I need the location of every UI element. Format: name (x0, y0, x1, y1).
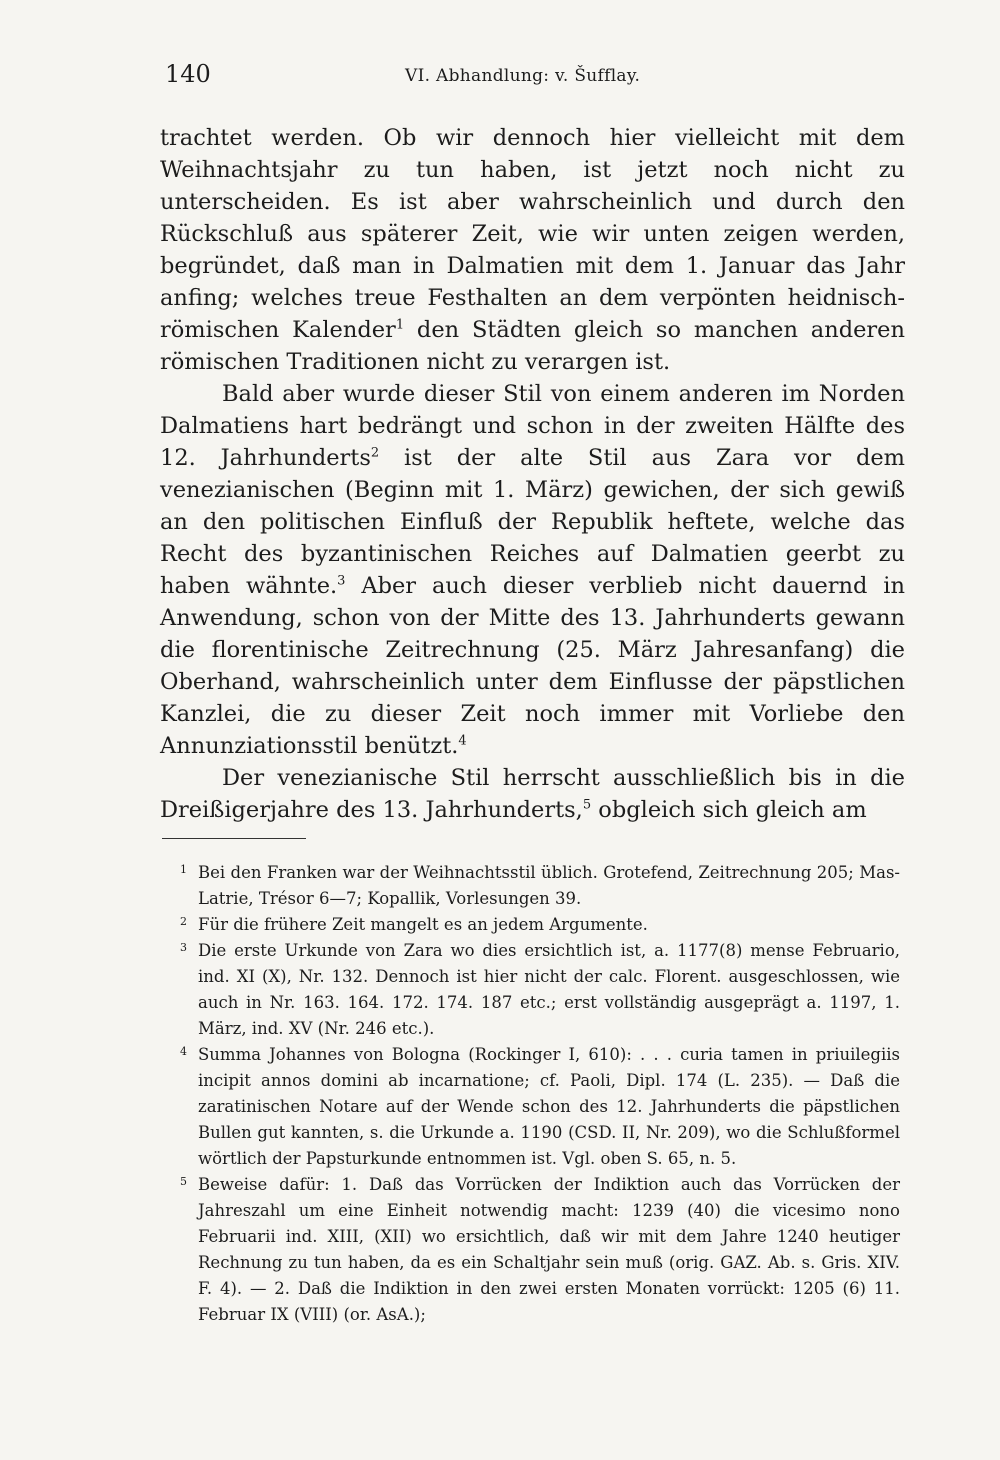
footnote-text: Summa Johannes von Bologna (Rockinger I, 610): . . . curia tamen in priuilegiis incipit annos domini ab incarnatione; cf. Paoli, Dipl. 174 (L. 235). — Daß die zaratinischen Notare auf der Wende schon des 12. Jahrhunderts die päpstlichen Bullen gut kannten, s. die Urkunde a. 1190 (CSD. II, Nr. 209), wo die Schlußformel wörtlich der Papsturkunde entnommen ist. Vgl. oben S. 65, n. 5. (198, 1045, 900, 1168)
footnote-mark: 4 (180, 1045, 187, 1058)
footnote-ref-5: 5 (582, 797, 592, 813)
paragraph-1 (160, 122, 905, 378)
footnote-text: Die erste Urkunde von Zara wo dies ersichtlich ist, a. 1177(8) mense Februario, ind. XI (X), Nr. 132. Dennoch ist hier nicht der calc. Florent. ausgeschlossen, wie auch in Nr. 163. 164. 172. 174. 187 etc.; erst vollständig ausgeprägt a. 1197, 1. März, ind. XV (Nr. 246 etc.). (198, 941, 900, 1038)
footnote-mark: 3 (180, 941, 187, 954)
running-title: VI. Abhandlung: v. Šufflay. (405, 66, 641, 86)
paragraph-2 (160, 378, 905, 762)
main-text (160, 122, 905, 826)
paragraph-3 (160, 762, 905, 826)
footnote (170, 912, 900, 938)
paragraph-3-text-a: Der venezianische Stil herrscht ausschließlich bis in die Dreißigerjahre des 13. Jahrhunderts, (160, 765, 905, 823)
footnote-ref-3: 3 (337, 573, 346, 589)
paragraph-2-text-b: ist der alte Stil aus Zara vor dem venezianischen (Beginn mit 1. März) gewichen, der sich gewiß an den politischen Einfluß der Republik heftete, welche das Recht des byzantinischen Reiches auf Dalmatien geerbt zu haben wähnte. (160, 445, 906, 599)
page-number: 140 (165, 60, 211, 88)
footnote-ref-2: 2 (370, 445, 380, 461)
footnotes (170, 860, 900, 1328)
footnote-mark: 5 (180, 1175, 187, 1188)
footnote-separator (162, 838, 306, 839)
paragraph-3-text-b: obgleich sich gleich am (591, 797, 867, 823)
paragraph-1-text-a: trachtet werden. Ob wir dennoch hier vielleicht mit dem Weihnachtsjahr zu tun haben, ist jetzt noch nicht zu unterscheiden. Es ist aber wahrscheinlich und durch den Rückschluß aus späterer Zeit, wie wir unten zeigen werden, begründet, daß man in Dalmatien mit dem 1. Januar das Jahr anfing; welches treue Festhalten an dem verpönten heidnisch-römischen Kalender (160, 125, 905, 343)
paragraph-1-text-b: den Städten gleich so manchen anderen römischen Traditionen nicht zu verargen ist. (160, 317, 905, 375)
footnote-text: Für die frühere Zeit mangelt es an jedem Argumente. (198, 915, 648, 934)
footnote (170, 1172, 900, 1328)
footnote-text: Bei den Franken war der Weihnachtsstil üblich. Grotefend, Zeitrechnung 205; Mas-Latrie, Trésor 6—7; Kopallik, Vorlesungen 39. (198, 863, 900, 908)
footnote (170, 1042, 900, 1172)
paragraph-2-text-c: Aber auch dieser verblieb nicht dauernd in Anwendung, schon von der Mitte des 13. Jahrhunderts gewann die florentinische Zeitrechnung (25. März Jahresanfang) die Oberhand, wahrscheinlich unter dem Einflusse der päpstlichen Kanzlei, die zu dieser Zeit noch immer mit Vorliebe den Annunziationsstil benützt. (160, 573, 905, 759)
footnote (170, 938, 900, 1042)
page-header (165, 60, 905, 96)
footnote-ref-1: 1 (395, 317, 405, 333)
footnote-text: Beweise dafür: 1. Daß das Vorrücken der Indiktion auch das Vorrücken der Jahreszahl um eine Einheit notwendig macht: 1239 (40) die vicesimo nono Februarii ind. XIII, (XII) wo ersichtlich, daß wir mit dem Jahre 1240 heutiger Rechnung zu tun haben, da es ein Schaltjahr sein muß (orig. GAZ. Ab. s. Gris. XIV. F. 4). — 2. Daß die Indiktion in den zwei ersten Monaten vorrückt: 1205 (6) 11. Februar IX (VIII) (or. AsA.); (198, 1175, 900, 1324)
paragraph-2-text-a: Bald aber wurde dieser Stil von einem anderen im Norden Dalmatiens hart bedrängt und schon in der zweiten Hälfte des 12. Jahrhunderts (160, 381, 905, 471)
footnote-mark: 1 (180, 863, 187, 876)
footnote-mark: 2 (180, 915, 187, 928)
footnote-ref-4: 4 (458, 733, 467, 749)
footnote (170, 860, 900, 912)
